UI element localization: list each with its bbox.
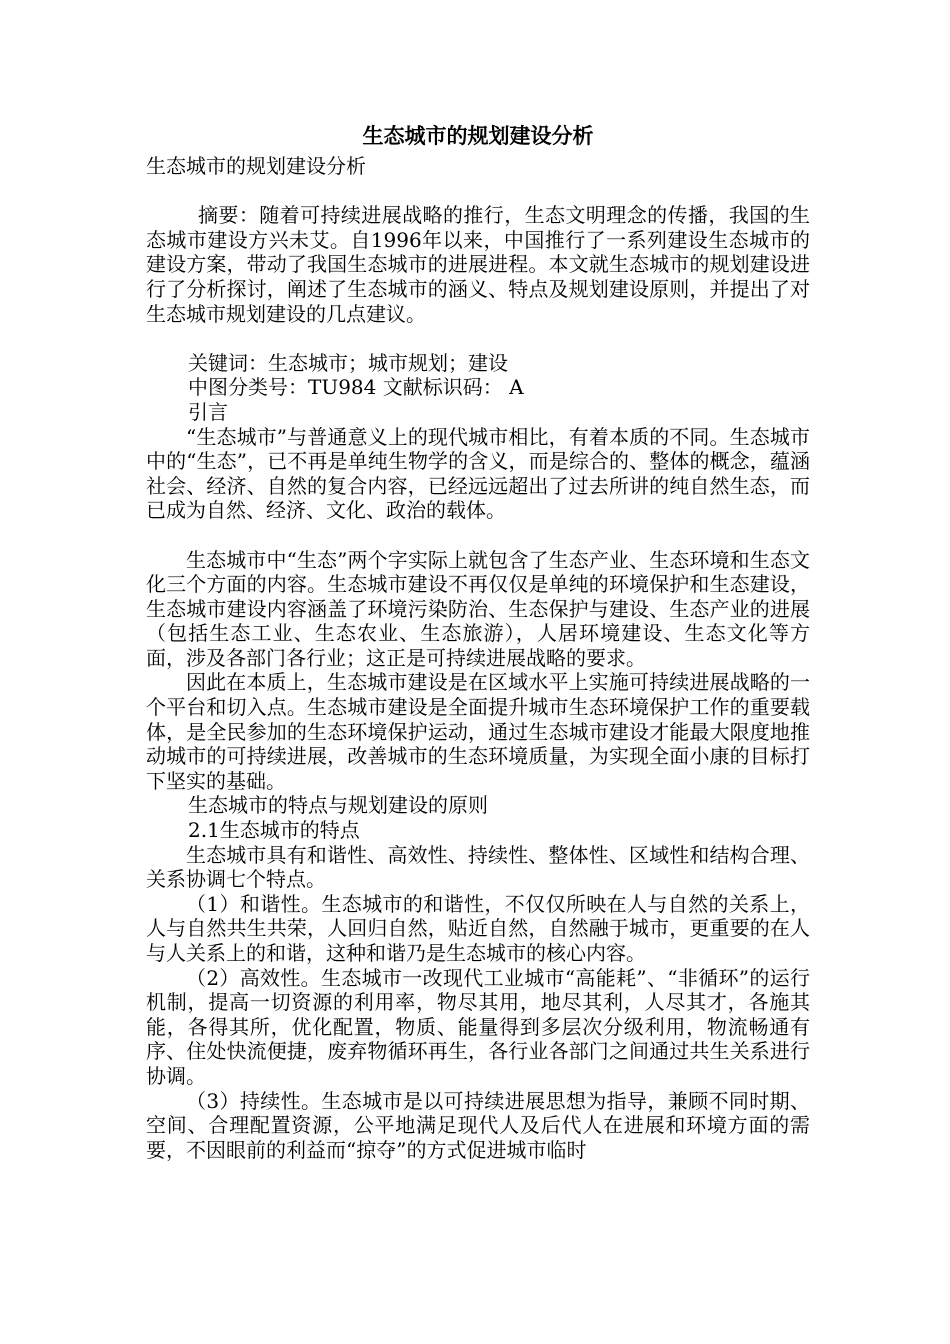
body-paragraph-3: 因此在本质上，生态城市建设是在区域水平上实施可持续进展战略的一个平台和切入点。生态城市建设是全面提升城市生态环境保护工作的重要载体，是全民参加的生态环境保护运动，通过生态城市建设才能最大限度地推动城市的可持续进展，改善城市的生态环境质量，为实现全面小康的目标打下坚实的基础。 [146, 670, 810, 793]
spacer [146, 523, 810, 548]
document-page [146, 118, 810, 1162]
spacer [146, 179, 810, 204]
abstract-paragraph: 摘要：随着可持续进展战略的推行，生态文明理念的传播，我国的生态城市建设方兴未艾。自1996年以来，中国推行了一系列建设生态城市的建设方案，带动了我国生态城市的进展进程。本文就生态城市的规划建设进行了分析探讨，阐述了生态城市的涵义、特点及规划建设原则，并提出了对生态城市规划建设的几点建议。 [146, 203, 810, 326]
keywords-line: 关键词：生态城市；城市规划；建设 [188, 350, 508, 375]
spacer [146, 326, 810, 351]
subsection-heading: 2.1生态城市的特点 [188, 818, 360, 843]
intro-heading: 引言 [188, 399, 228, 424]
body-paragraph-7: （3）持续性。生态城市是以可持续进展思想为指导，兼顾不同时期、空间、合理配置资源，公平地满足现代人及后代人在进展和环境方面的需要，不因眼前的利益而“掠夺”的方式促进城市临时 [146, 1088, 810, 1162]
body-paragraph-4: 生态城市具有和谐性、高效性、持续性、整体性、区域性和结构合理、关系协调七个特点。 [146, 842, 810, 892]
body-paragraph-5: （1）和谐性。生态城市的和谐性，不仅仅所映在人与自然的关系上，人与自然共生共荣，人回归自然，贴近自然，自然融于城市，更重要的在人与人关系上的和谐，这种和谐乃是生态城市的核心内容。 [146, 891, 810, 965]
body-paragraph-1: “生态城市”与普通意义上的现代城市相比，有着本质的不同。生态城市中的“生态”，已不再是单纯生物学的含义，而是综合的、整体的概念，蕴涵社会、经济、自然的复合内容，已经远远超出了过去所讲的纯自然生态，而已成为自然、经济、文化、政治的载体。 [146, 424, 810, 523]
classification-line: 中图分类号：TU984 文献标识码： A [188, 375, 524, 400]
section-heading: 生态城市的特点与规划建设的原则 [188, 793, 488, 818]
document-subtitle: 生态城市的规划建设分析 [146, 154, 366, 178]
document-title: 生态城市的规划建设分析 [362, 123, 594, 148]
body-paragraph-2: 生态城市中“生态”两个字实际上就包含了生态产业、生态环境和生态文化三个方面的内容。生态城市建设不再仅仅是单纯的环境保护和生态建设，生态城市建设内容涵盖了环境污染防治、生态保护与建设、生态产业的进展（包括生态工业、生态农业、生态旅游），人居环境建设、生态文化等方面，涉及各部门各行业；这正是可持续进展战略的要求。 [146, 547, 810, 670]
body-paragraph-6: （2）高效性。生态城市一改现代工业城市“高能耗”、“非循环”的运行机制，提高一切资源的利用率，物尽其用，地尽其利，人尽其才，各施其能，各得其所，优化配置，物质、能量得到多层次分级利用，物流畅通有序、住处快流便捷，废弃物循环再生，各行业各部门之间通过共生关系进行协调。 [146, 965, 810, 1088]
